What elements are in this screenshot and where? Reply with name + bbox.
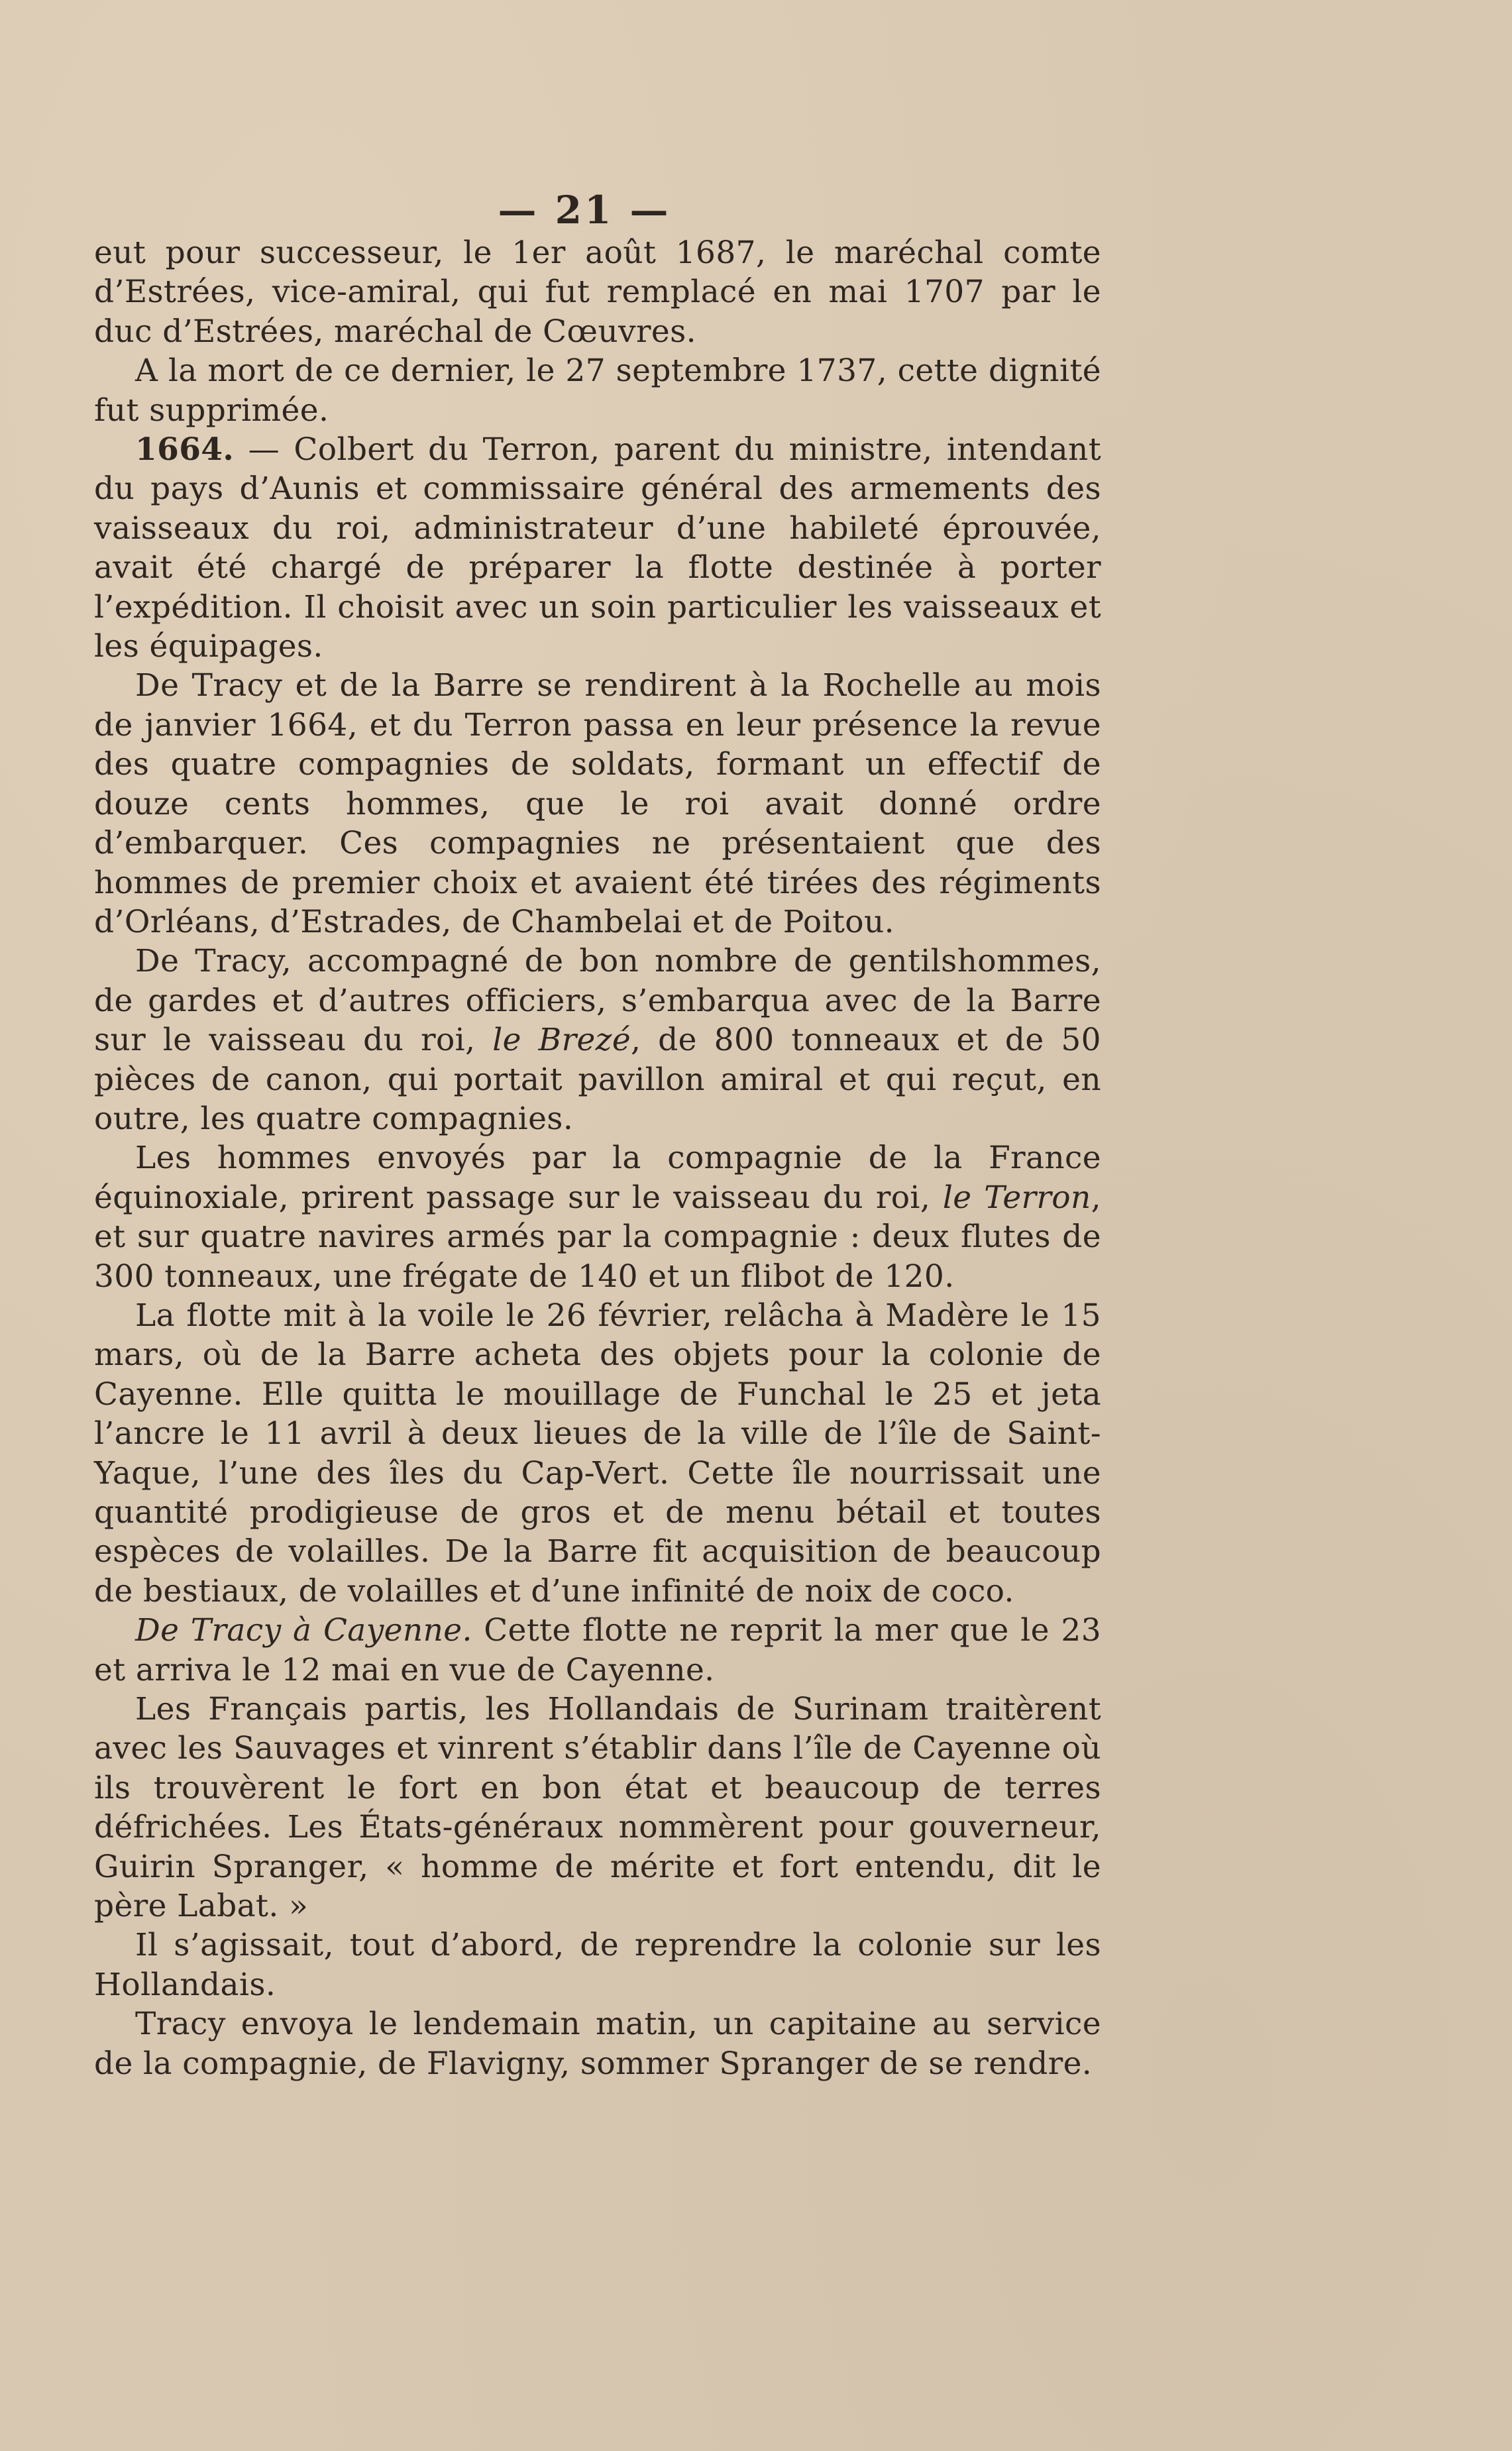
paragraph-5 (94, 942, 1101, 1138)
paragraph-8 (94, 1611, 1101, 1690)
ship-name-terron: le Terron (942, 1179, 1091, 1216)
paragraph-3 (94, 430, 1101, 666)
section-heading: De Tracy à Cayenne. (135, 1612, 472, 1649)
paragraph-1: eut pour successeur, le 1er août 1687, le maréchal comte d’Estrées, vice-amiral, qui fut remplacé en mai 1707 par le duc d’Estrées, maréchal de Cœuvres. (94, 235, 1101, 350)
paragraph-8-text: Cette flotte ne reprit la mer que le 23 et arriva le 12 mai en vue de Cayenne. (94, 1612, 1101, 1688)
page-number: — 21 — (498, 188, 671, 233)
paragraph-5-text-b: , de 800 tonneaux et de 50 pièces de canon, qui portait pavillon amiral et qui reçut, en outre, les quatre compagnies. (94, 1022, 1101, 1137)
paragraph-6-text-b: , et sur quatre navires armés par la compagnie : deux flutes de 300 tonneaux, une frégate de 140 et un flibot de 120. (94, 1179, 1101, 1295)
paragraph-7: La flotte mit à la voile le 26 février, relâcha à Madère le 15 mars, où de la Barre acheta des objets pour la colonie de Cayenne. Elle quitta le mouillage de Funchal le 25 et jeta l’ancre le 11 avril à deux lieues de la ville de l’île de Saint-Yaque, l’une des îles du Cap-Vert. Cette île nourrissait une quantité prodigieuse de gros et de menu bétail et toutes espèces de volailles. De la Barre fit acquisition de beaucoup de bestiaux, de volailles et d’une infinité de noix de coco. (94, 1297, 1101, 1609)
paragraph-11: Tracy envoya le lendemain matin, un capitaine au service de la compagnie, de Flavigny, sommer Spranger de se rendre. (94, 2006, 1101, 2082)
paragraph-6-text-a: Les hommes envoyés par la compagnie de la France équinoxiale, prirent passage sur le vaisseau du roi, (94, 1140, 1101, 1216)
year-heading: 1664. (135, 431, 235, 468)
paragraph-6 (94, 1138, 1101, 1296)
paragraph-5-text-a: De Tracy, accompagné de bon nombre de gentilshommes, de gardes et d’autres officiers, s’embarqua avec de la Barre sur le vaisseau du roi, (94, 943, 1101, 1059)
body-text (94, 233, 1101, 2083)
paragraph-9: Les Français partis, les Hollandais de Surinam traitèrent avec les Sauvages et vinrent s’établir dans l’île de Cayenne où ils trouvèrent le fort en bon état et beaucoup de terres défrichées. Les États-généraux nommèrent pour gouverneur, Guirin Spranger, « homme de mérite et fort entendu, dit le père Labat. » (94, 1691, 1101, 1925)
page-content (94, 187, 1101, 2083)
paragraph-4: De Tracy et de la Barre se rendirent à la Rochelle au mois de janvier 1664, et du Terron passa en leur présence la revue des quatre compagnies de soldats, formant un effectif de douze cents hommes, que le roi avait donné ordre d’embarquer. Ces compagnies ne présentaient que des hommes de premier choix et avaient été tirées des régiments d’Orléans, d’Estrades, de Chambelai et de Poitou. (94, 667, 1101, 940)
ship-name-breze: le Brezé (492, 1022, 631, 1059)
paragraph-3-text: — Colbert du Terron, parent du ministre, intendant du pays d’Aunis et commissaire général des armements des vaisseaux du roi, administrateur d’une habileté éprouvée, avait été chargé de préparer la flotte destinée à porter l’expédition. Il choisit avec un soin particulier les vaisseaux et les équipages. (94, 431, 1101, 665)
paragraph-2: A la mort de ce dernier, le 27 septembre 1737, cette dignité fut supprimée. (94, 353, 1101, 429)
paragraph-10: Il s’agissait, tout d’abord, de reprendre la colonie sur les Hollandais. (94, 1927, 1101, 2003)
